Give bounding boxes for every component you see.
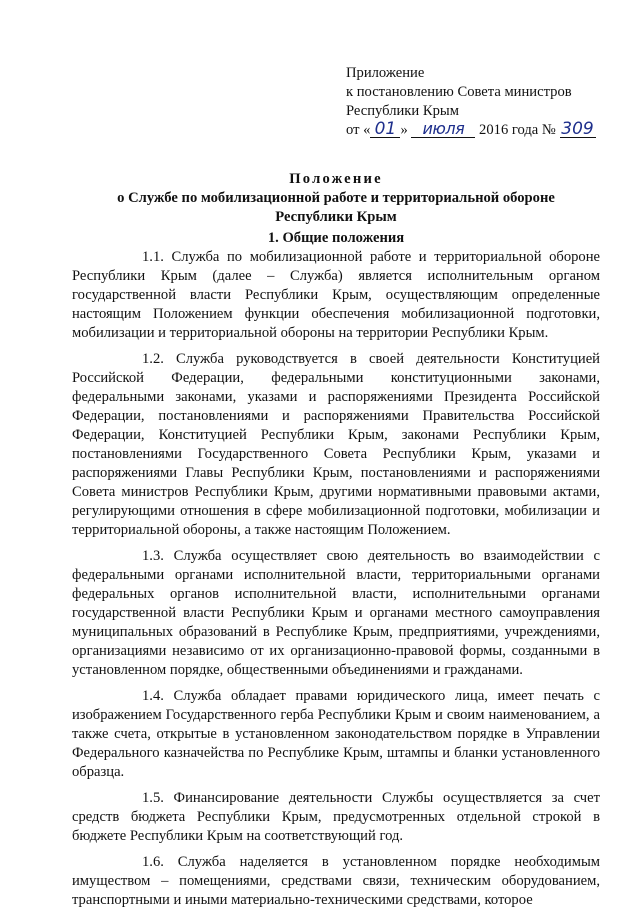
appendix-block (346, 64, 596, 140)
handwritten-month: июля (411, 122, 475, 136)
paragraph-1-1: 1.1. Служба по мобилизационной работе и территориальной обороне Республики Крым (далее – Служба) является исполнительным органом государственной власти Республики Крым, осуществляющим определенные настоящим Положением функции обеспечения мобилизационной подготовки, мобилизации и территориальной обороны на территории Республики Крым. (72, 249, 600, 341)
paragraph-1-5: 1.5. Финансирование деятельности Службы осуществляется за счет средств бюджета Республики Крым, предусмотренных отдельной строкой в бюджете Республики Крым на соответствующий год. (72, 790, 600, 844)
paragraph-1-3: 1.3. Служба осуществляет свою деятельность во взаимодействии с федеральными органами исполнительной власти, территориальными органами федеральных органов исполнительной власти, исполнительными органами государственной власти Республики Крым и органами местного самоуправления муниципальных образований в Республике Крым, предприятиями, учреждениями, организациями независимо от их организационно-правовой формы, созданными в установленном порядке, общественными объединениями и гражданами. (72, 548, 600, 678)
document-subtitle-line2: Республики Крым (275, 209, 397, 225)
paragraph-1-2: 1.2. Служба руководствуется в своей деятельности Конституцией Российской Федерации, федеральными конституционными законами, федеральными законами, указами и распоряжениями Президента Российской Федерации, постановлениями и распоряжениями Правительства Российской Федерации, Конституцией Республики Крым, законами Республики Крым, постановлениями Государственного Совета Республики Крым, указами и распоряжениями Главы Республики Крым, постановлениями и распоряжениями Совета министров Республики Крым, другими нормативными правовыми актами, регулирующими отношения в сфере мобилизационной подготовки, мобилизации и территориальной обороны, а также настоящим Положением. (72, 351, 600, 538)
date-quote-close: » (400, 122, 408, 138)
document-title: Положение (289, 171, 383, 187)
handwritten-day: 01 (370, 122, 400, 136)
date-year: 2016 года № (479, 122, 556, 138)
paragraph-1-4: 1.4. Служба обладает правами юридического лица, имеет печать с изображением Государственного герба Республики Крым и своим наименованием, а также счета, открытые в установленном законодательством порядке в Управлении Федерального казначейства по Республике Крым, штампы и бланки установленного образца. (72, 688, 600, 780)
date-prefix: от « (346, 122, 371, 138)
appendix-republic-line: Республики Крым (346, 103, 459, 119)
appendix-resolution-line: к постановлению Совета министров (346, 84, 572, 100)
document-body (72, 248, 600, 917)
document-subtitle-line1: о Службе по мобилизационной работе и территориальной обороне (117, 190, 555, 206)
paragraph-1-6: 1.6. Служба наделяется в установленном порядке необходимым имуществом – помещениями, средствами связи, техническим оборудованием, транспортными и иными материально-техническими средствами, которое (72, 854, 600, 908)
handwritten-doc-number: 309 (561, 119, 594, 139)
appendix-title: Приложение (346, 65, 425, 81)
section-heading: 1. Общие положения (267, 230, 405, 246)
appendix-date-line (346, 121, 596, 140)
